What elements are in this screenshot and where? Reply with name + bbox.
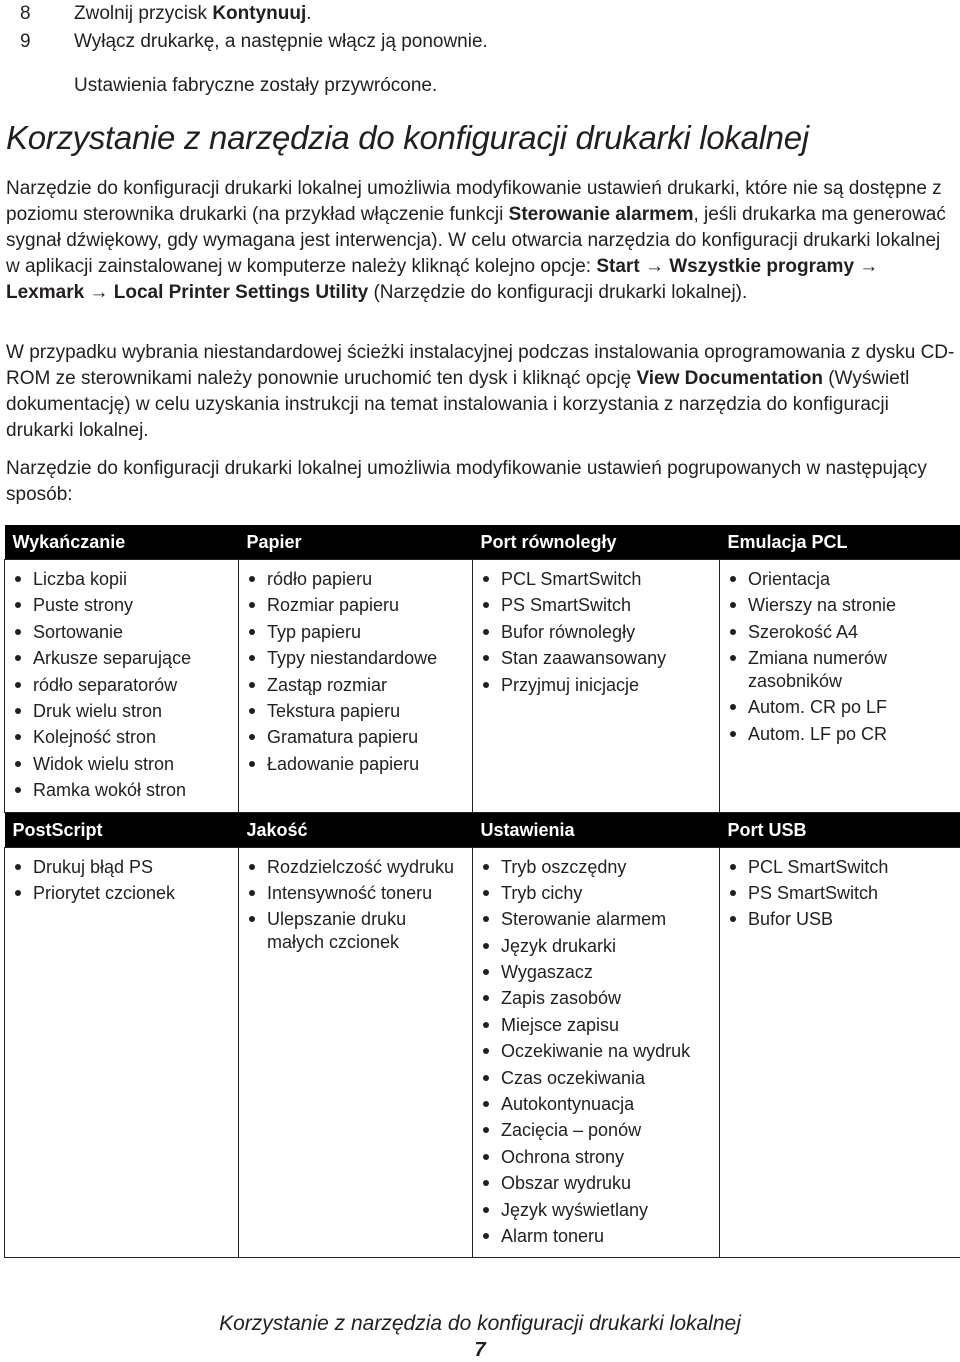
list-item: Drukuj błąd PS [9, 856, 232, 879]
arrow-icon: → [859, 256, 878, 277]
column-header: PostScript [5, 812, 239, 847]
list-item: Typ papieru [243, 621, 466, 644]
list-item: Ochrona strony [477, 1146, 713, 1169]
column-header: Wykańczanie [5, 525, 239, 560]
table-cell [5, 847, 239, 1258]
list-item: Wygaszacz [477, 961, 713, 984]
list-item: Zacięcia – ponów [477, 1119, 713, 1142]
section-heading: Korzystanie z narzędzia do konfiguracji drukarki lokalnej [6, 116, 809, 160]
list-item: PCL SmartSwitch [477, 568, 713, 591]
table-header-row [5, 812, 960, 847]
list-item: Zapis zasobów [477, 987, 713, 1010]
table-cell [473, 847, 720, 1258]
list-item: Ramka wokół stron [9, 779, 232, 802]
page-number: 7 [0, 1338, 960, 1362]
table-cell [473, 560, 720, 813]
list-item: Obszar wydruku [477, 1172, 713, 1195]
step-8 [20, 0, 920, 28]
list-item: Wierszy na stronie [724, 594, 954, 617]
list-item: Czas oczekiwania [477, 1067, 713, 1090]
list-item: ródło papieru [243, 568, 466, 591]
list-item: Ulepszanie druku małych czcionek [243, 908, 466, 954]
step-number: 9 [20, 28, 42, 56]
list-item: Język drukarki [477, 935, 713, 958]
menu-path-lexmark: Lexmark [6, 282, 84, 303]
list-item: Intensywność toneru [243, 882, 466, 905]
step-text: Wyłącz drukarkę, a następnie włącz ją ponownie. [74, 28, 488, 56]
menu-path-start: Start [596, 256, 639, 277]
table-cell [720, 560, 960, 813]
menu-path-programs: Wszystkie programy [669, 256, 854, 277]
step-text: Zwolnij przycisk Kontynuuj. [74, 0, 312, 28]
list-item: Tryb oszczędny [477, 856, 713, 879]
list-item: Stan zaawansowany [477, 647, 713, 670]
column-header: Port USB [720, 812, 960, 847]
list-item: Widok wielu stron [9, 753, 232, 776]
list-item: Rozmiar papieru [243, 594, 466, 617]
list-item: Bufor równoległy [477, 621, 713, 644]
list-item: Druk wielu stron [9, 700, 232, 723]
list-item: Gramatura papieru [243, 726, 466, 749]
step-9 [20, 28, 920, 56]
arrow-icon: → [89, 282, 108, 303]
list-item: Zastąp rozmiar [243, 674, 466, 697]
list-item: Język wyświetlany [477, 1199, 713, 1222]
table-cell [239, 847, 473, 1258]
list-item: Ładowanie papieru [243, 753, 466, 776]
table-row [5, 847, 960, 1258]
list-item: Puste strony [9, 594, 232, 617]
menu-path-utility: Local Printer Settings Utility [114, 282, 368, 303]
list-item: ródło separatorów [9, 674, 232, 697]
list-item: Arkusze separujące [9, 647, 232, 670]
list-item: Zmiana numerów zasobników [724, 647, 954, 693]
list-item: Alarm toneru [477, 1225, 713, 1248]
column-header: Emulacja PCL [720, 525, 960, 560]
column-header: Jakość [239, 812, 473, 847]
list-item: Przyjmuj inicjacje [477, 674, 713, 697]
list-item: Priorytet czcionek [9, 882, 232, 905]
settings-table [4, 525, 960, 1258]
list-item: Typy niestandardowe [243, 647, 466, 670]
list-item: PS SmartSwitch [724, 882, 954, 905]
table-header-row [5, 525, 960, 560]
list-item: PS SmartSwitch [477, 594, 713, 617]
list-item: Kolejność stron [9, 726, 232, 749]
list-item: Bufor USB [724, 908, 954, 931]
table-cell [720, 847, 960, 1258]
step-note: Ustawienia fabryczne zostały przywrócone. [74, 72, 437, 100]
bold-term: View Documentation [636, 368, 823, 389]
arrow-icon: → [645, 256, 664, 277]
list-item: Tryb cichy [477, 882, 713, 905]
table-row [5, 560, 960, 813]
table-cell [5, 560, 239, 813]
bold-term: Sterowanie alarmem [509, 204, 694, 225]
column-header: Ustawienia [473, 812, 720, 847]
step-list [20, 0, 920, 56]
list-item: Miejsce zapisu [477, 1014, 713, 1037]
list-item: Szerokość A4 [724, 621, 954, 644]
list-item: PCL SmartSwitch [724, 856, 954, 879]
groups-intro-paragraph: Narzędzie do konfiguracji drukarki lokalnej umożliwia modyfikowanie ustawień pogrupowanych w następujący sposób: [6, 456, 956, 508]
list-item: Liczba kopii [9, 568, 232, 591]
list-item: Sortowanie [9, 621, 232, 644]
list-item: Rozdzielczość wydruku [243, 856, 466, 879]
list-item: Autom. LF po CR [724, 723, 954, 746]
custom-install-paragraph: W przypadku wybrania niestandardowej ścieżki instalacyjnej podczas instalowania oprogramowania z dysku CD-ROM ze sterownikami należy ponownie uruchomić ten dysk i kliknąć opcję View Documentation (Wyświetl dokumentację) w celu uzyskania instrukcji na temat instalowania i korzystania z narzędzia do konfiguracji drukarki lokalnej. [6, 340, 956, 444]
table-cell [239, 560, 473, 813]
column-header: Port równoległy [473, 525, 720, 560]
step-number: 8 [20, 0, 42, 28]
list-item: Autokontynuacja [477, 1093, 713, 1116]
footer-title: Korzystanie z narzędzia do konfiguracji drukarki lokalnej [0, 1310, 960, 1338]
list-item: Sterowanie alarmem [477, 908, 713, 931]
list-item: Orientacja [724, 568, 954, 591]
intro-paragraph: Narzędzie do konfiguracji drukarki lokalnej umożliwia modyfikowanie ustawień drukarki, które nie są dostępne z poziomu sterownika drukarki (na przykład włączenie funkcji Sterowanie alarmem, jeśli drukarka ma generować sygnał dźwiękowy, gdy wymagana jest interwencja). W celu otwarcia narzędzia do konfiguracji drukarki lokalnej w aplikacji zainstalowanej w komputerze należy kliknąć kolejno opcje: Start → Wszystkie programy → Lexmark → Local Printer Settings Utility (Narzędzie do konfiguracji drukarki lokalnej). [6, 176, 956, 306]
list-item: Oczekiwanie na wydruk [477, 1040, 713, 1063]
list-item: Tekstura papieru [243, 700, 466, 723]
list-item: Autom. CR po LF [724, 696, 954, 719]
column-header: Papier [239, 525, 473, 560]
